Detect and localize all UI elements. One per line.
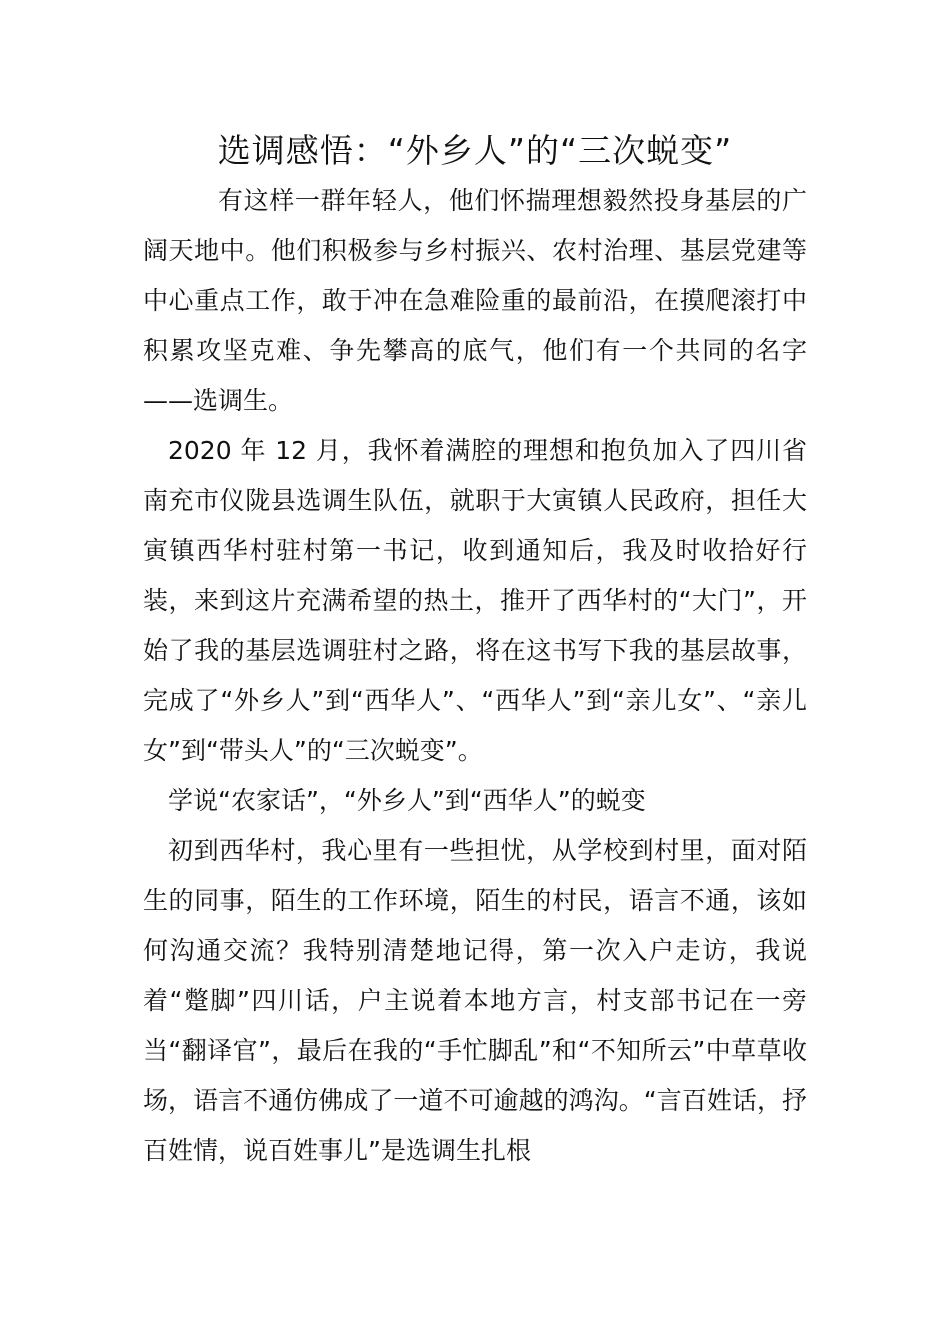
paragraph-intro: 有这样一群年轻人，他们怀揣理想毅然投身基层的广阔天地中。他们积极参与乡村振兴、农村治理、基层党建等中心重点工作，敢于冲在急难险重的最前沿，在摸爬滚打中积累攻坚克难、争先攀高的底气，他们有一个共同的名字——选调生。: [143, 186, 807, 415]
paragraph-first-visit: 初到西华村，我心里有一些担忧，从学校到村里，面对陌生的同事，陌生的工作环境，陌生的村民，语言不通，该如何沟通交流？我特别清楚地记得，第一次入户走访，我说着“蹩脚”四川话，户主说着本地方言，村支部书记在一旁当“翻译官”，最后在我的“手忙脚乱”和“不知所云”中草草收场，语言不通仿佛成了一道不可逾越的鸿沟。“言百姓话，抒百姓情，说百姓事儿”是选调生扎根: [143, 836, 807, 1165]
section-heading: 学说“农家话”，“外乡人”到“西华人”的蜕变: [168, 786, 646, 815]
document-body: [143, 176, 807, 1176]
document-title: 选调感悟：“外乡人”的“三次蜕变”: [217, 131, 733, 170]
paragraph-background: 2020 年 12 月，我怀着满腔的理想和抱负加入了四川省南充市仪陇县选调生队伍，就职于大寅镇人民政府，担任大寅镇西华村驻村第一书记，收到通知后，我及时收拾好行装，来到这片充满希望的热土，推开了西华村的“大门”，开始了我的基层选调驻村之路，将在这书写下我的基层故事，完成了“外乡人”到“西华人”、“西华人”到“亲儿女”、“亲儿女”到“带头人”的“三次蜕变”。: [143, 436, 807, 765]
